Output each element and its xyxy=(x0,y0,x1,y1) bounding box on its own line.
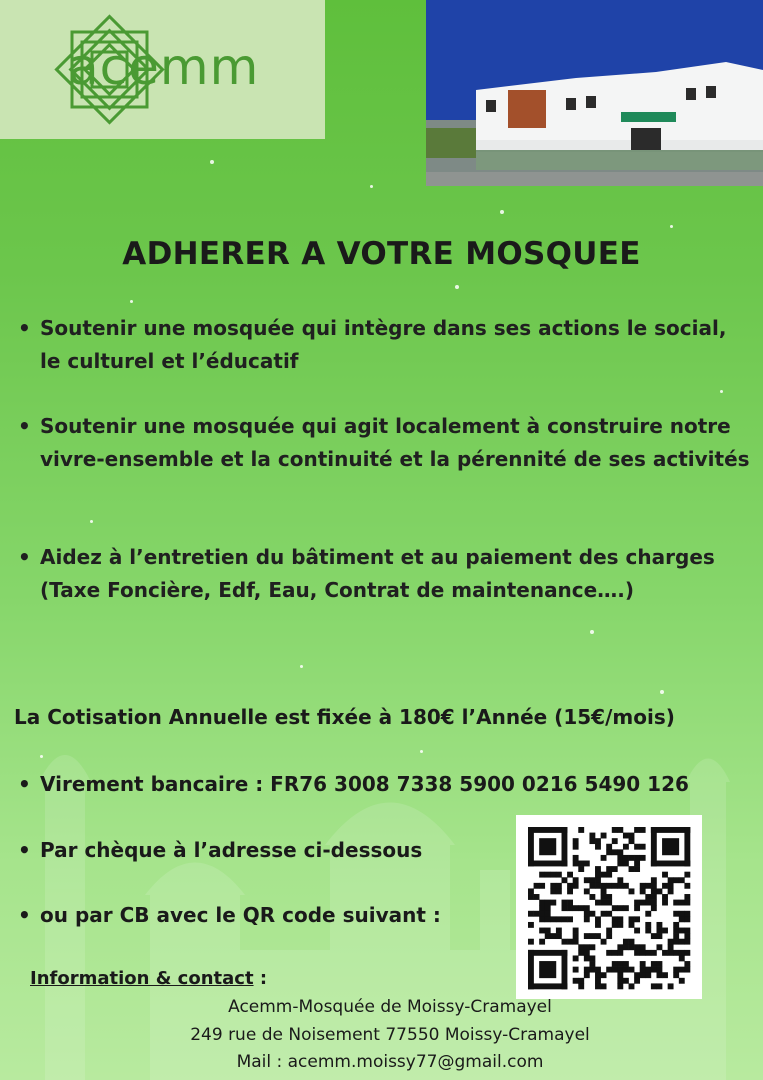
page-title: ADHERER A VOTRE MOSQUEE xyxy=(122,236,641,272)
snow-dot xyxy=(40,755,43,758)
benefit-item-3: • Aidez à l’entretien du bâtiment et au paiement des charges (Taxe Foncière, Edf, Eau, Contrat de maintenance….) xyxy=(18,541,750,607)
benefit-item-2: • Soutenir une mosquée qui agit localement à construire notre vivre-ensemble et la continuité et la pérennité de ses activités xyxy=(18,410,750,476)
annual-fee-text: La Cotisation Annuelle est fixée à 180€ l’Année (15€/mois) xyxy=(14,705,675,729)
contact-heading-label: Information & contact xyxy=(30,968,254,989)
snow-dot xyxy=(90,520,93,523)
payment-card-qr: • ou par CB avec le QR code suivant : xyxy=(18,903,441,927)
contact-address: 249 rue de Noisement 77550 Moissy-Cramayel xyxy=(190,1025,590,1045)
mosque-building-photo xyxy=(426,0,763,186)
snow-dot xyxy=(130,300,133,303)
snow-dot xyxy=(300,665,303,668)
payment-bank-transfer: • Virement bancaire : FR76 3008 7338 5900 0216 5490 126 xyxy=(18,772,689,796)
contact-heading xyxy=(30,968,267,989)
snow-dot xyxy=(420,750,423,753)
logo-text: acemm xyxy=(68,38,260,96)
contact-heading-suffix: : xyxy=(253,968,268,989)
snow-dot xyxy=(370,185,373,188)
qr-code-icon[interactable] xyxy=(516,815,702,999)
logo-block xyxy=(0,0,325,139)
snow-dot xyxy=(660,690,664,694)
contact-mail[interactable]: Mail : acemm.moissy77@gmail.com xyxy=(236,1052,544,1072)
snow-dot xyxy=(720,390,723,393)
snow-dot xyxy=(500,210,504,214)
contact-name: Acemm-Mosquée de Moissy-Cramayel xyxy=(228,997,552,1017)
snow-dot xyxy=(590,630,594,634)
snow-dot xyxy=(210,160,214,164)
benefit-item-1: • Soutenir une mosquée qui intègre dans ses actions le social, le culturel et l’éducatif xyxy=(18,312,750,378)
payment-cheque: • Par chèque à l’adresse ci-dessous xyxy=(18,838,422,862)
snow-dot xyxy=(670,225,673,228)
snow-dot xyxy=(455,285,459,289)
